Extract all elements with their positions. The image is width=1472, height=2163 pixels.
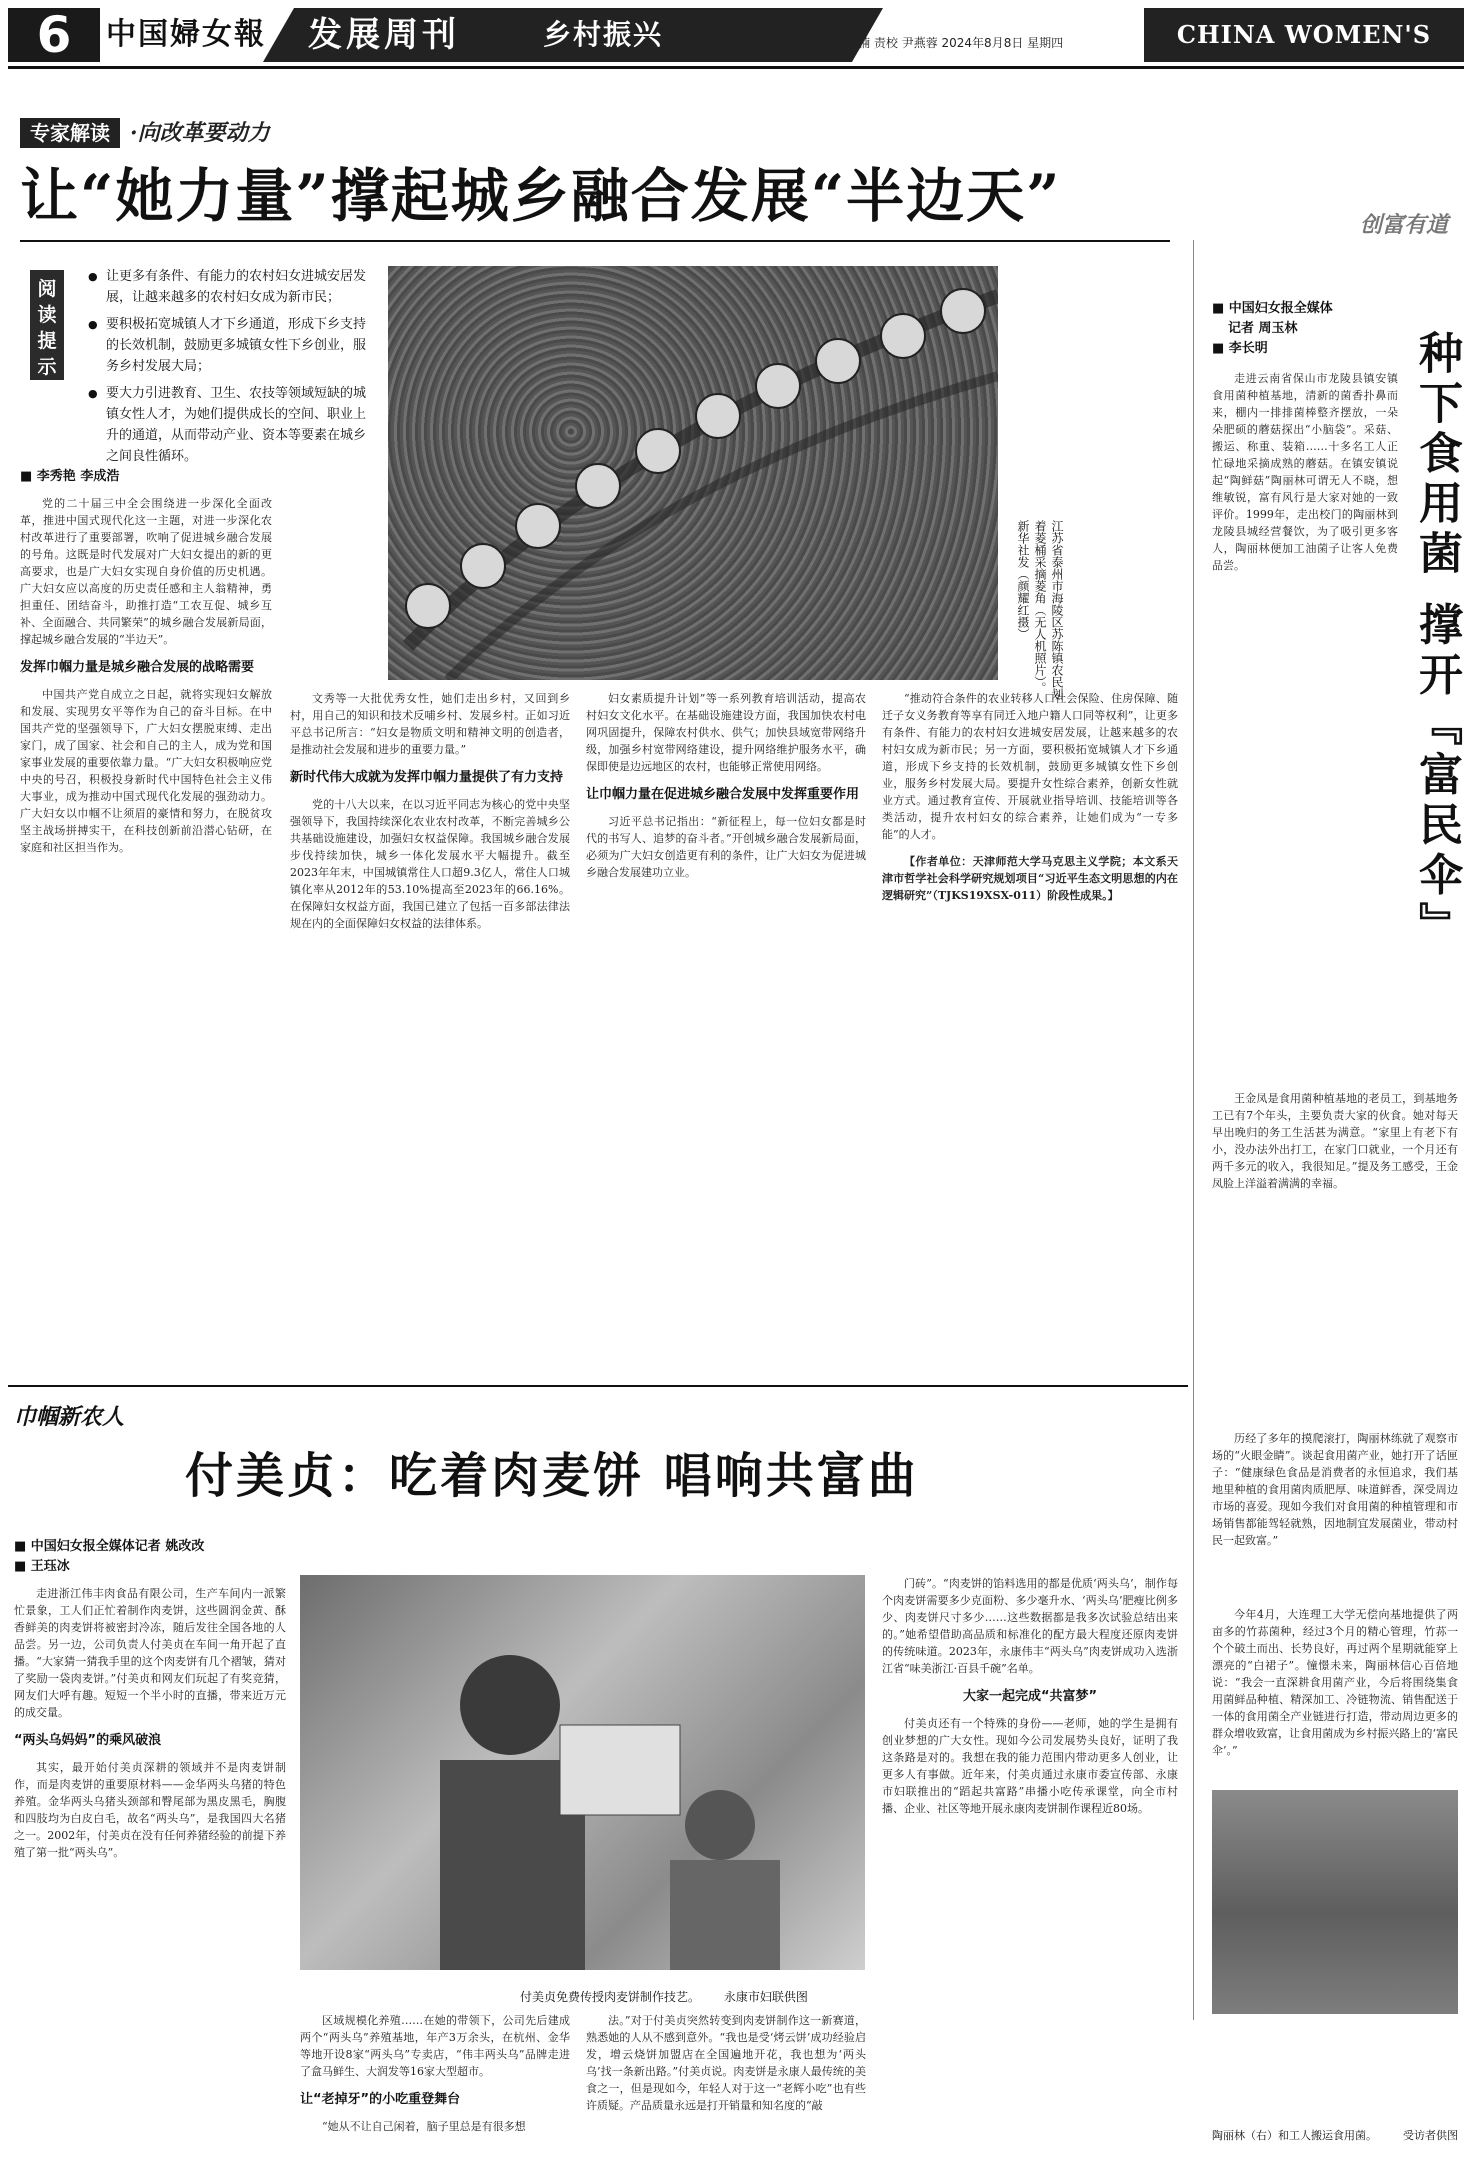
photo-speaker-illustration [300, 1575, 865, 1970]
main-column-1 [20, 495, 272, 1345]
subhead-strategic-need: 发挥巾帼力量是城乡融合发展的战略需要 [20, 660, 255, 675]
feature-column-2 [1212, 1090, 1458, 1420]
photo-caption: 江苏省泰州市海陵区苏陈镇农民划着菱桶采摘菱角（无人机照片）。新华社发（颜耀红摄） [1016, 520, 1064, 700]
body-paragraph: 妇女素质提升计划”等一系列教育培训活动，提高农村妇女文化水平。在基础设施建设方面，我国加快农村电网巩固提升，保障农村供水、供气；加快县域宽带网络升级，加强乡村宽带网络建设，提升网络维护服务水平，确保即使是边远地区的农村，也能够正常使用网络。 [586, 692, 866, 773]
feature-column-1 [1212, 370, 1398, 1080]
feature-photo-caption [1212, 2128, 1458, 2144]
column-title: 乡村振兴 [543, 18, 664, 51]
body-paragraph: 习近平总书记指出：“新征程上，每一位妇女都是时代的书写人、追梦的奋斗者。”开创城乡融合发展新局面，必须为广大妇女创造更有利的条件，让广大妇女为促进城乡融合发展建功立业。 [586, 815, 866, 879]
editor-credits: 主编 李雪婷 编辑 田梦迎 美编 曹楠 责校 尹燕蓉 2024年8月8日 星期四 [683, 36, 1064, 50]
kicker-expert: 专家解读 [20, 118, 120, 148]
body-paragraph: 走进浙江伟丰肉食品有限公司，生产车间内一派繁忙景象，工人们正忙着制作肉麦饼，这些圆润金黄、酥香鲜美的肉麦饼将被密封冷冻，随后发往全国各地的人品尝。另一边，公司负责人付美贞在车间一角开起了直播。“大家猜一猜我手里的这个肉麦饼有几个褶皱，猜对了奖励一袋肉麦饼。”付美贞和网友们玩起了有奖竞猜，网友们大呼有趣。短短一个半小时的直播，带来近万元的成交量。 [14, 1587, 286, 1719]
funding-note: 【作者单位：天津师范大学马克思主义学院；本文系天津市哲学社会科学研究规划项目“习近平生态文明思想的内在逻辑研究”（TJKS19XSX-011）阶段性成果。】 [882, 855, 1178, 902]
subhead-old-snack: 让“老掉牙”的小吃重登舞台 [300, 2092, 461, 2107]
main-column-4 [882, 690, 1178, 1345]
main-byline: ■ 李秀艳 李成浩 [20, 469, 120, 484]
feature-kicker: 创富有道 [1360, 212, 1449, 238]
photo-credit: 受访者供图 [1403, 2129, 1458, 2142]
caption-text: 付美贞免费传授肉麦饼制作技艺。 [520, 1990, 701, 2004]
body-paragraph: “推动符合条件的农业转移人口社会保险、住房保障、随迁子女义务教育等享有同迁入地户籍人口同等权利”，让更多有条件、有能力的农村妇女进城安居发展，让越来越多的农村妇女成为新市民；另一方面，要积极拓宽城镇人才下乡通道，形成下乡支持的长效机制，鼓励更多城镇女性下乡创业，服务乡村发展大局。要提升女性综合素养，创新女性就业方式。通过教育宣传、开展就业指导培训、技能培训等各类活动，提升农村妇女的综合素养，让她们成为“一专多能”的人才。 [882, 692, 1178, 841]
subhead-pig-mom: “两头乌妈妈”的乘风破浪 [14, 1733, 162, 1748]
tip-item: ● 要积极拓宽城镇人才下乡通道，形成下乡支持的长效机制，鼓励更多城镇女性下乡创业，服务乡村发展大局； [88, 314, 378, 377]
second-byline-1: ■ 中国妇女报全媒体记者 姚改改 [14, 1539, 205, 1554]
second-byline-2: ■ 王珏冰 [14, 1559, 70, 1574]
second-column-4 [882, 1575, 1178, 2155]
intro-paragraph: 党的二十届三中全会围绕进一步深化全面改革，推进中国式现代化这一主题，对进一步深化农村改革进行了重要部署，吹响了促进城乡融合发展的号角。这既是时代发展对广大妇女提出的新的更高要求，也是广大妇女实现自身价值的历史机遇。广大妇女应以高度的历史责任感和主人翁精神，勇担重任、团结奋斗，助推打造“工农互促、城乡互补、全面融合、共同繁荣”的城乡融合发展新局面，撑起城乡融合发展的“半边天”。 [20, 497, 272, 646]
main-headline: 让“她力量”撑起城乡融合发展“半边天” [20, 162, 1062, 230]
tip-item: ● 要大力引进教育、卫生、农技等领域短缺的城镇女性人才，为她们提供成长的空间、职业上升的通道，从而带动产业、资本等要素在城乡之间良性循环。 [88, 383, 378, 467]
body-paragraph: 中国共产党自成立之日起，就将实现妇女解放和发展、实现男女平等作为自己的奋斗目标。在中国共产党的坚强领导下，广大妇女摆脱束缚、走出家门，成了国家、社会和自己的主人，成为党和国家事业发展的重要依靠力量。“广大妇女积极响应党中央的号召，积极投身新时代中国特色社会主义伟大事业，成为推动中国式现代化发展的强劲动力。广大妇女以巾帼不让须眉的豪情和努力，在脱贫攻坚主战场拼搏实干，在科技创新前沿潜心钻研，在家庭和社区担当作为。 [20, 688, 272, 854]
kicker-new-farmer: 巾帼新农人 [14, 1404, 125, 1430]
feature-headline: 种下食用菌 撑开『富民伞』 [1411, 330, 1462, 952]
subhead-new-era: 新时代伟大成就为发挥巾帼力量提供了有力支持 [290, 770, 564, 785]
masthead [8, 6, 1464, 103]
weekly-title: 发展周刊 [308, 15, 460, 55]
feature-byline-1: ■ 中国妇女报全媒体 [1212, 301, 1333, 316]
feature-byline-3: ■ 李长明 [1212, 341, 1268, 356]
photo-boats-illustration [388, 266, 998, 680]
second-column-1 [14, 1585, 286, 2155]
section-rule [8, 1385, 1188, 1387]
meat-pie-teaching-photo [300, 1575, 865, 1970]
second-headline: 付美贞：吃着肉麦饼 唱响共富曲 [185, 1448, 919, 1504]
mushroom-workers-photo [1212, 1790, 1458, 2014]
photo-credit: 永康市妇联供图 [723, 1990, 808, 2004]
feature-column-3 [1212, 1430, 1458, 1600]
feature-divider [1193, 240, 1194, 2020]
body-paragraph: 区域规模化养殖……在她的带领下，公司先后建成两个“两头乌”养殖基地，年产3万余头，在杭州、金华等地开设8家“两头乌”专卖店，“伟丰两头乌”品牌走进了盒马鲜生、大润发等16家大型超市。 [300, 2014, 570, 2078]
kicker-reform: ·向改革要动力 [130, 120, 270, 146]
body-paragraph: 文秀等一大批优秀女性，她们走出乡村，又回到乡村，用自己的知识和技术反哺乡村、发展乡村。正如习近平总书记所言：“妇女是物质文明和精神文明的创造者，是推动社会发展和进步的重要力量。” [290, 692, 570, 756]
tip-item: ● 让更多有条件、有能力的农村妇女进城安居发展，让越来越多的农村妇女成为新市民； [88, 266, 378, 308]
body-paragraph: “她从不让自己闲着，脑子里总是有很多想 [322, 2120, 526, 2133]
second-column-3 [586, 2012, 866, 2155]
body-paragraph: 付美贞还有一个特殊的身份——老师，她的学生是拥有创业梦想的广大女性。现如今公司发展势头良好，证明了我这条路是对的。我想在我的能力范围内带动更多人创业，让更多人有事做。近年来，付美贞通过永康市委宣传部、永康市妇联推出的“蹈起共富路”串播小吃传承课堂，向全市村播、企业、社区等地开展永康肉麦饼制作课程近80场。 [882, 1717, 1178, 1815]
subhead-common-prosperity: 大家一起完成“共富梦” [962, 1689, 1098, 1704]
second-photo-caption [520, 1988, 940, 2006]
body-paragraph: 门砖”。“肉麦饼的馅料选用的都是优质‘两头乌’，制作每个肉麦饼需要多少克面粉、多少毫升水、‘两头乌’肥瘦比例多少、肉麦饼尺寸多少……这些数据都是我多次试验总结出来的。”她希望借助高品质和标准化的配方最大程度还原肉麦饼的传统味道。2023年，永康伟丰“两头乌”肉麦饼成功入选浙江省“味美浙江·百县千碗”名单。 [882, 1577, 1178, 1675]
body-paragraph: 今年4月，大连理工大学无偿向基地提供了两亩多的竹荪菌种，经过3个月的精心管理，竹荪一个个破土而出、长势良好，再过两个星期就能穿上漂亮的“白裙子”。憧憬未来，陶丽林信心百倍地说：“我会一直深耕食用菌产业，今后将围绕集食用菌鲜品种植、精深加工、冷链物流、销售配送于一体的食用菌全产业链进行打造，带动周边更多的群众增收致富，让食用菌成为乡村振兴路上的‘富民伞’。” [1212, 1608, 1458, 1757]
page-number: 6 [8, 8, 100, 62]
body-paragraph: 王金凤是食用菌种植基地的老员工，到基地务工已有7个年头，主要负责大家的伙食。她对每天早出晚归的务工生活甚为满意。“家里上有老下有小，没办法外出打工，在家门口就业，一个月还有两千多元的收入，我很知足。”提及务工感受，王金凤脸上洋溢着满满的幸福。 [1212, 1092, 1458, 1190]
second-column-2 [300, 2012, 570, 2155]
masthead-rule [8, 66, 1464, 69]
feature-column-4 [1212, 1606, 1458, 1782]
main-column-3 [586, 690, 866, 1345]
headline-rule [20, 240, 1170, 242]
body-paragraph: 党的十八大以来，在以习近平同志为核心的党中央坚强领导下，我国持续深化农业农村改革，不断完善城乡公共基础设施建设，加强妇女权益保障。我国城乡融合发展步伐持续加快，城乡一体化发展水平大幅提升。截至2023年年末，中国城镇常住人口超9.3亿人，常住人口城镇化率从2012年的53.10%提高至2023年的66.16%。在保障妇女权益方面，我国已建立了包括一百多部法律法规在内的全面保障妇女权益的法律体系。 [290, 798, 570, 930]
water-caltrop-aerial-photo [388, 266, 998, 680]
caption-text: 陶丽林（右）和工人搬运食用菌。 [1212, 2129, 1377, 2142]
body-paragraph: 其实，最开始付美贞深耕的领域并不是肉麦饼制作，而是肉麦饼的重要原材料——金华两头乌猪的特色养殖。金华两头乌猪头颈部和臀尾部为黑皮黑毛，胸腹和四肢均为白皮白毛，故名“两头乌”，是我国四大名猪之一。2002年，付美贞在没有任何养猪经验的前提下养殖了第一批“两头乌”。 [14, 1761, 286, 1859]
main-column-2 [290, 690, 570, 1345]
subhead-important-role: 让巾帼力量在促进城乡融合发展中发挥重要作用 [586, 787, 860, 802]
body-paragraph: 走进云南省保山市龙陵县镇安镇食用菌种植基地，清新的菌香扑鼻而来，棚内一排排菌棒整齐摆放，一朵朵肥硕的蘑菇探出“小脑袋”。采菇、搬运、称重、装箱……十多名工人正忙碌地采摘成熟的蘑菇。在镇安镇说起“陶鲜菇”陶丽林可谓无人不晓，想维敏锐，富有风行是大家对她的一致评价。1999年，走出校门的陶丽林到龙陵县城经营餐饮，为了吸引更多客人，陶丽林便加工油菌子让客人免费品尝。 [1212, 372, 1398, 572]
body-paragraph: 历经了多年的摸爬滚打，陶丽林练就了观察市场的“火眼金睛”。谈起食用菌产业，她打开了话匣子：“健康绿色食品是消费者的永恒追求，我们基地里种植的食用菌肉质肥厚、味道鲜香，深受周边市场的喜爱。现如今我们对食用菌的种植管理和市场销售都能驾轻就熟，因地制宜发展菌业，带动村民一起致富。” [1212, 1432, 1458, 1547]
english-paper-name: CHINA WOMEN'S NEWS [1144, 8, 1464, 62]
reading-tips-list [88, 266, 378, 473]
paper-name-logo: 中国婦女報 [106, 17, 266, 52]
feature-byline-2: 记者 周玉林 [1228, 321, 1298, 336]
reading-tips-label: 阅读提示 [30, 270, 64, 380]
body-paragraph: 法。”对于付美贞突然转变到肉麦饼制作这一新赛道，熟悉她的人从不感到意外。“我也是受‘烤云饼’成功经验启发，增云烧饼加盟店在全国遍地开花，我也想为‘两头乌’找一条新出路。”付美贞说。肉麦饼是永康人最传统的美食之一，但是现如今，年轻人对于这一“老辉小吃”也有些许质疑。产品质量永远是打开销量和知名度的“敲 [586, 2014, 866, 2112]
